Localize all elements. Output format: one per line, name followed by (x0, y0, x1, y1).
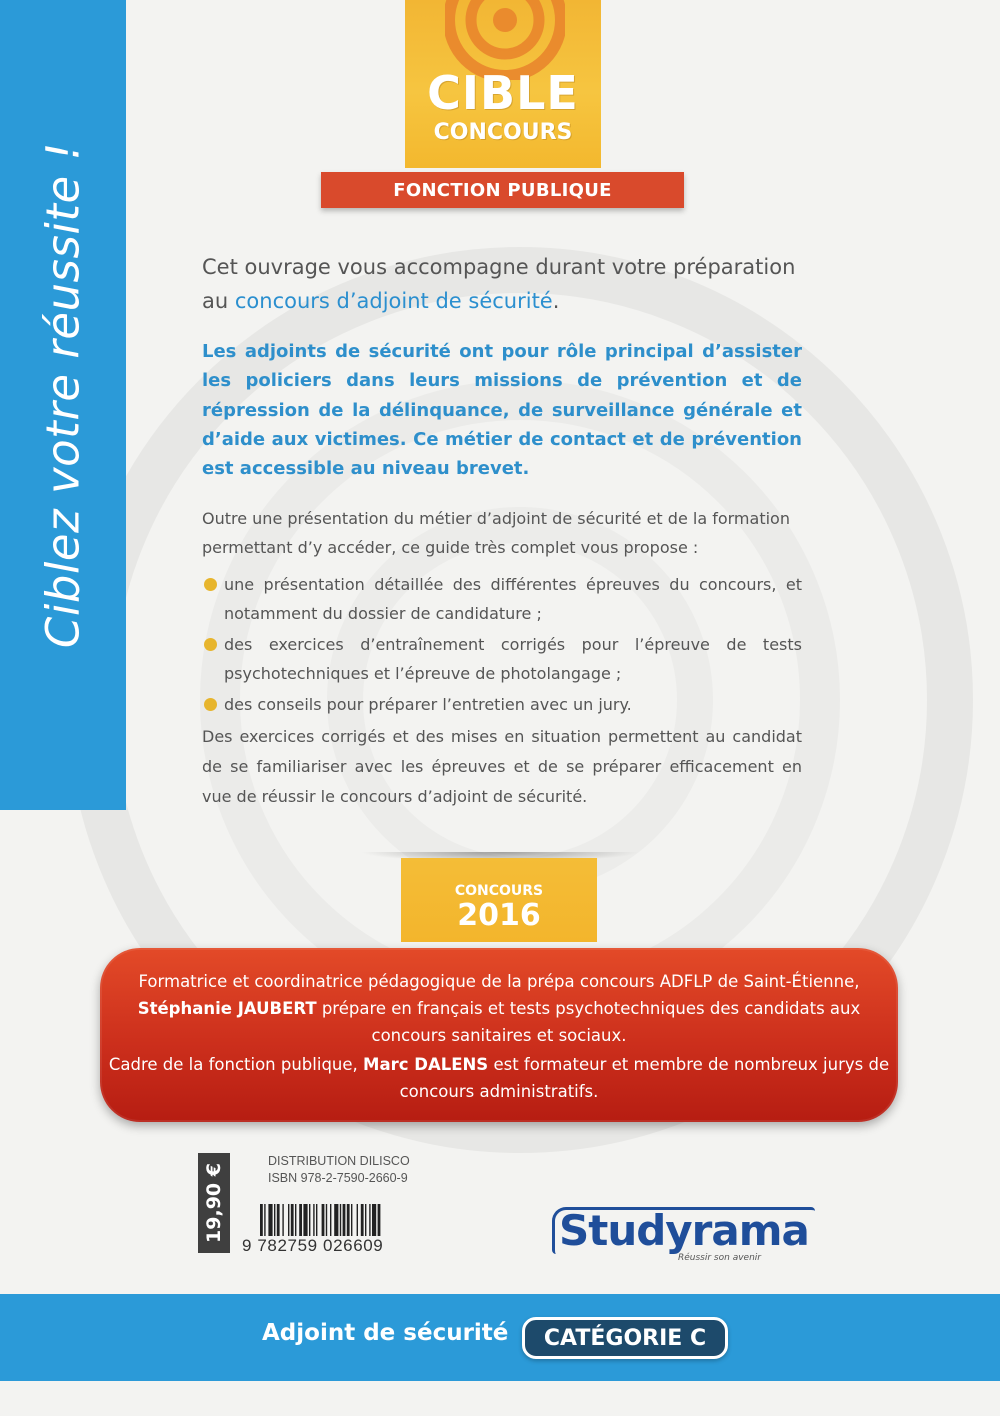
publisher-name: Studyrama (552, 1207, 815, 1254)
barcode-bar (357, 1204, 358, 1236)
barcode-bar (291, 1204, 294, 1236)
list-item (202, 570, 802, 629)
bullet-dot-icon (204, 638, 217, 651)
barcode-bar (264, 1204, 265, 1236)
list-item-text: des exercices d’entraînement corrigés pour l’épreuve de tests psychotechniques et l’épreuve de photolangage ; (224, 635, 802, 683)
bullet-dot-icon (204, 698, 217, 711)
barcode-bar (340, 1204, 341, 1236)
author-2-text: Cadre de la fonction publique, (108, 1055, 364, 1074)
role-paragraph: Les adjoints de sécurité ont pour rôle principal d’assister les policiers dans leurs missions de prévention et de répression de la délinquance, de surveillance générale et d’aide aux victimes. Ce métier de contact et de prévention est accessible au niveau brevet. (202, 341, 802, 480)
price: 19,90 € (203, 1163, 225, 1243)
authors-box (100, 948, 898, 1122)
barcode-bar (313, 1204, 314, 1236)
bullet-dot-icon (204, 578, 217, 591)
logo-subtitle: CONCOURS (433, 120, 573, 145)
barcode-bar (372, 1204, 376, 1236)
author-2-name: Marc DALENS (363, 1055, 489, 1074)
intro-end: . (552, 289, 560, 313)
author-2-bio (100, 1051, 898, 1105)
guide-lead: Outre une présentation du métier d’adjoint de sécurité et de la formation permettant d’y accéder, ce guide très complet vous propose : (202, 509, 790, 557)
barcode-bar (351, 1204, 352, 1236)
footer-title: Adjoint de sécurité (262, 1320, 509, 1346)
barcode-bar (330, 1204, 331, 1236)
list-item-text: une présentation détaillée des différentes épreuves du concours, et notamment du dossier de candidature ; (224, 575, 802, 623)
list-item-text: des conseils pour préparer l’entretien avec un jury. (224, 695, 632, 714)
barcode-bar (299, 1204, 302, 1236)
intro-paragraph (202, 250, 822, 318)
barcode-bar (277, 1204, 280, 1236)
studyrama-logo (552, 1206, 815, 1263)
barcode-bar (343, 1204, 346, 1236)
list-item (202, 690, 802, 719)
edition-tab (401, 858, 597, 942)
author-1-text-end: prépare en français et tests psychotechniques des candidats aux concours sanitaires et sociaux. (316, 999, 861, 1045)
distribution-label: DISTRIBUTION DILISCO (268, 1154, 410, 1168)
barcode-digits: 9 782759 026609 (242, 1236, 384, 1255)
closing-paragraph: Des exercices corrigés et des mises en situation permettent au candidat de se familiariser avec les épreuves et de se préparer efficacement en vue de réussir le concours d’adjoint de sécurité. (202, 727, 802, 806)
barcode-bar (260, 1204, 263, 1236)
side-slogan: Ciblez votre réussite ! (36, 141, 90, 649)
barcode-bar (365, 1204, 366, 1236)
isbn-label: ISBN 978-2-7590-2660-9 (268, 1171, 408, 1185)
barcode-bar (303, 1204, 307, 1236)
barcode-bar (309, 1204, 310, 1236)
barcode-bar (378, 1204, 381, 1236)
edition-year: 2016 (457, 898, 541, 933)
distribution-info (268, 1153, 410, 1187)
barcode-bar (295, 1204, 296, 1236)
barcode-bar (288, 1204, 289, 1236)
barcode-bar (334, 1204, 338, 1236)
barcode-bar (316, 1204, 317, 1236)
barcode-bar (322, 1204, 325, 1236)
barcode-bar (268, 1204, 272, 1236)
fonction-publique-banner: FONCTION PUBLIQUE (321, 172, 684, 208)
author-2-text-end: est formateur et membre de nombreux jurys de concours administratifs. (399, 1055, 890, 1101)
author-1-text: Formatrice et coordinatrice pédagogique de la prépa concours ADFLP de Saint-Étienne, (138, 972, 860, 991)
list-item (202, 630, 802, 689)
intro-highlight: concours d’adjoint de sécurité (234, 289, 553, 313)
author-1-bio (100, 968, 898, 1049)
guide-list (202, 570, 802, 720)
cible-concours-logo (405, 0, 601, 168)
barcode-bar (347, 1204, 350, 1236)
barcode-bar (282, 1204, 283, 1236)
edition-label: CONCOURS (454, 883, 544, 899)
barcode-bar (361, 1204, 364, 1236)
author-1-name: Stéphanie JAUBERT (137, 999, 317, 1018)
barcode-bar (274, 1204, 275, 1236)
logo-title: CIBLE (427, 66, 579, 120)
publisher-tagline: Réussir son avenir (678, 1253, 761, 1263)
barcode-bar (369, 1204, 370, 1236)
intro-text: Cet ouvrage vous accompagne durant votre préparation au (202, 255, 796, 313)
barcode-bar (326, 1204, 327, 1236)
category-badge: CATÉGORIE C (522, 1317, 728, 1359)
